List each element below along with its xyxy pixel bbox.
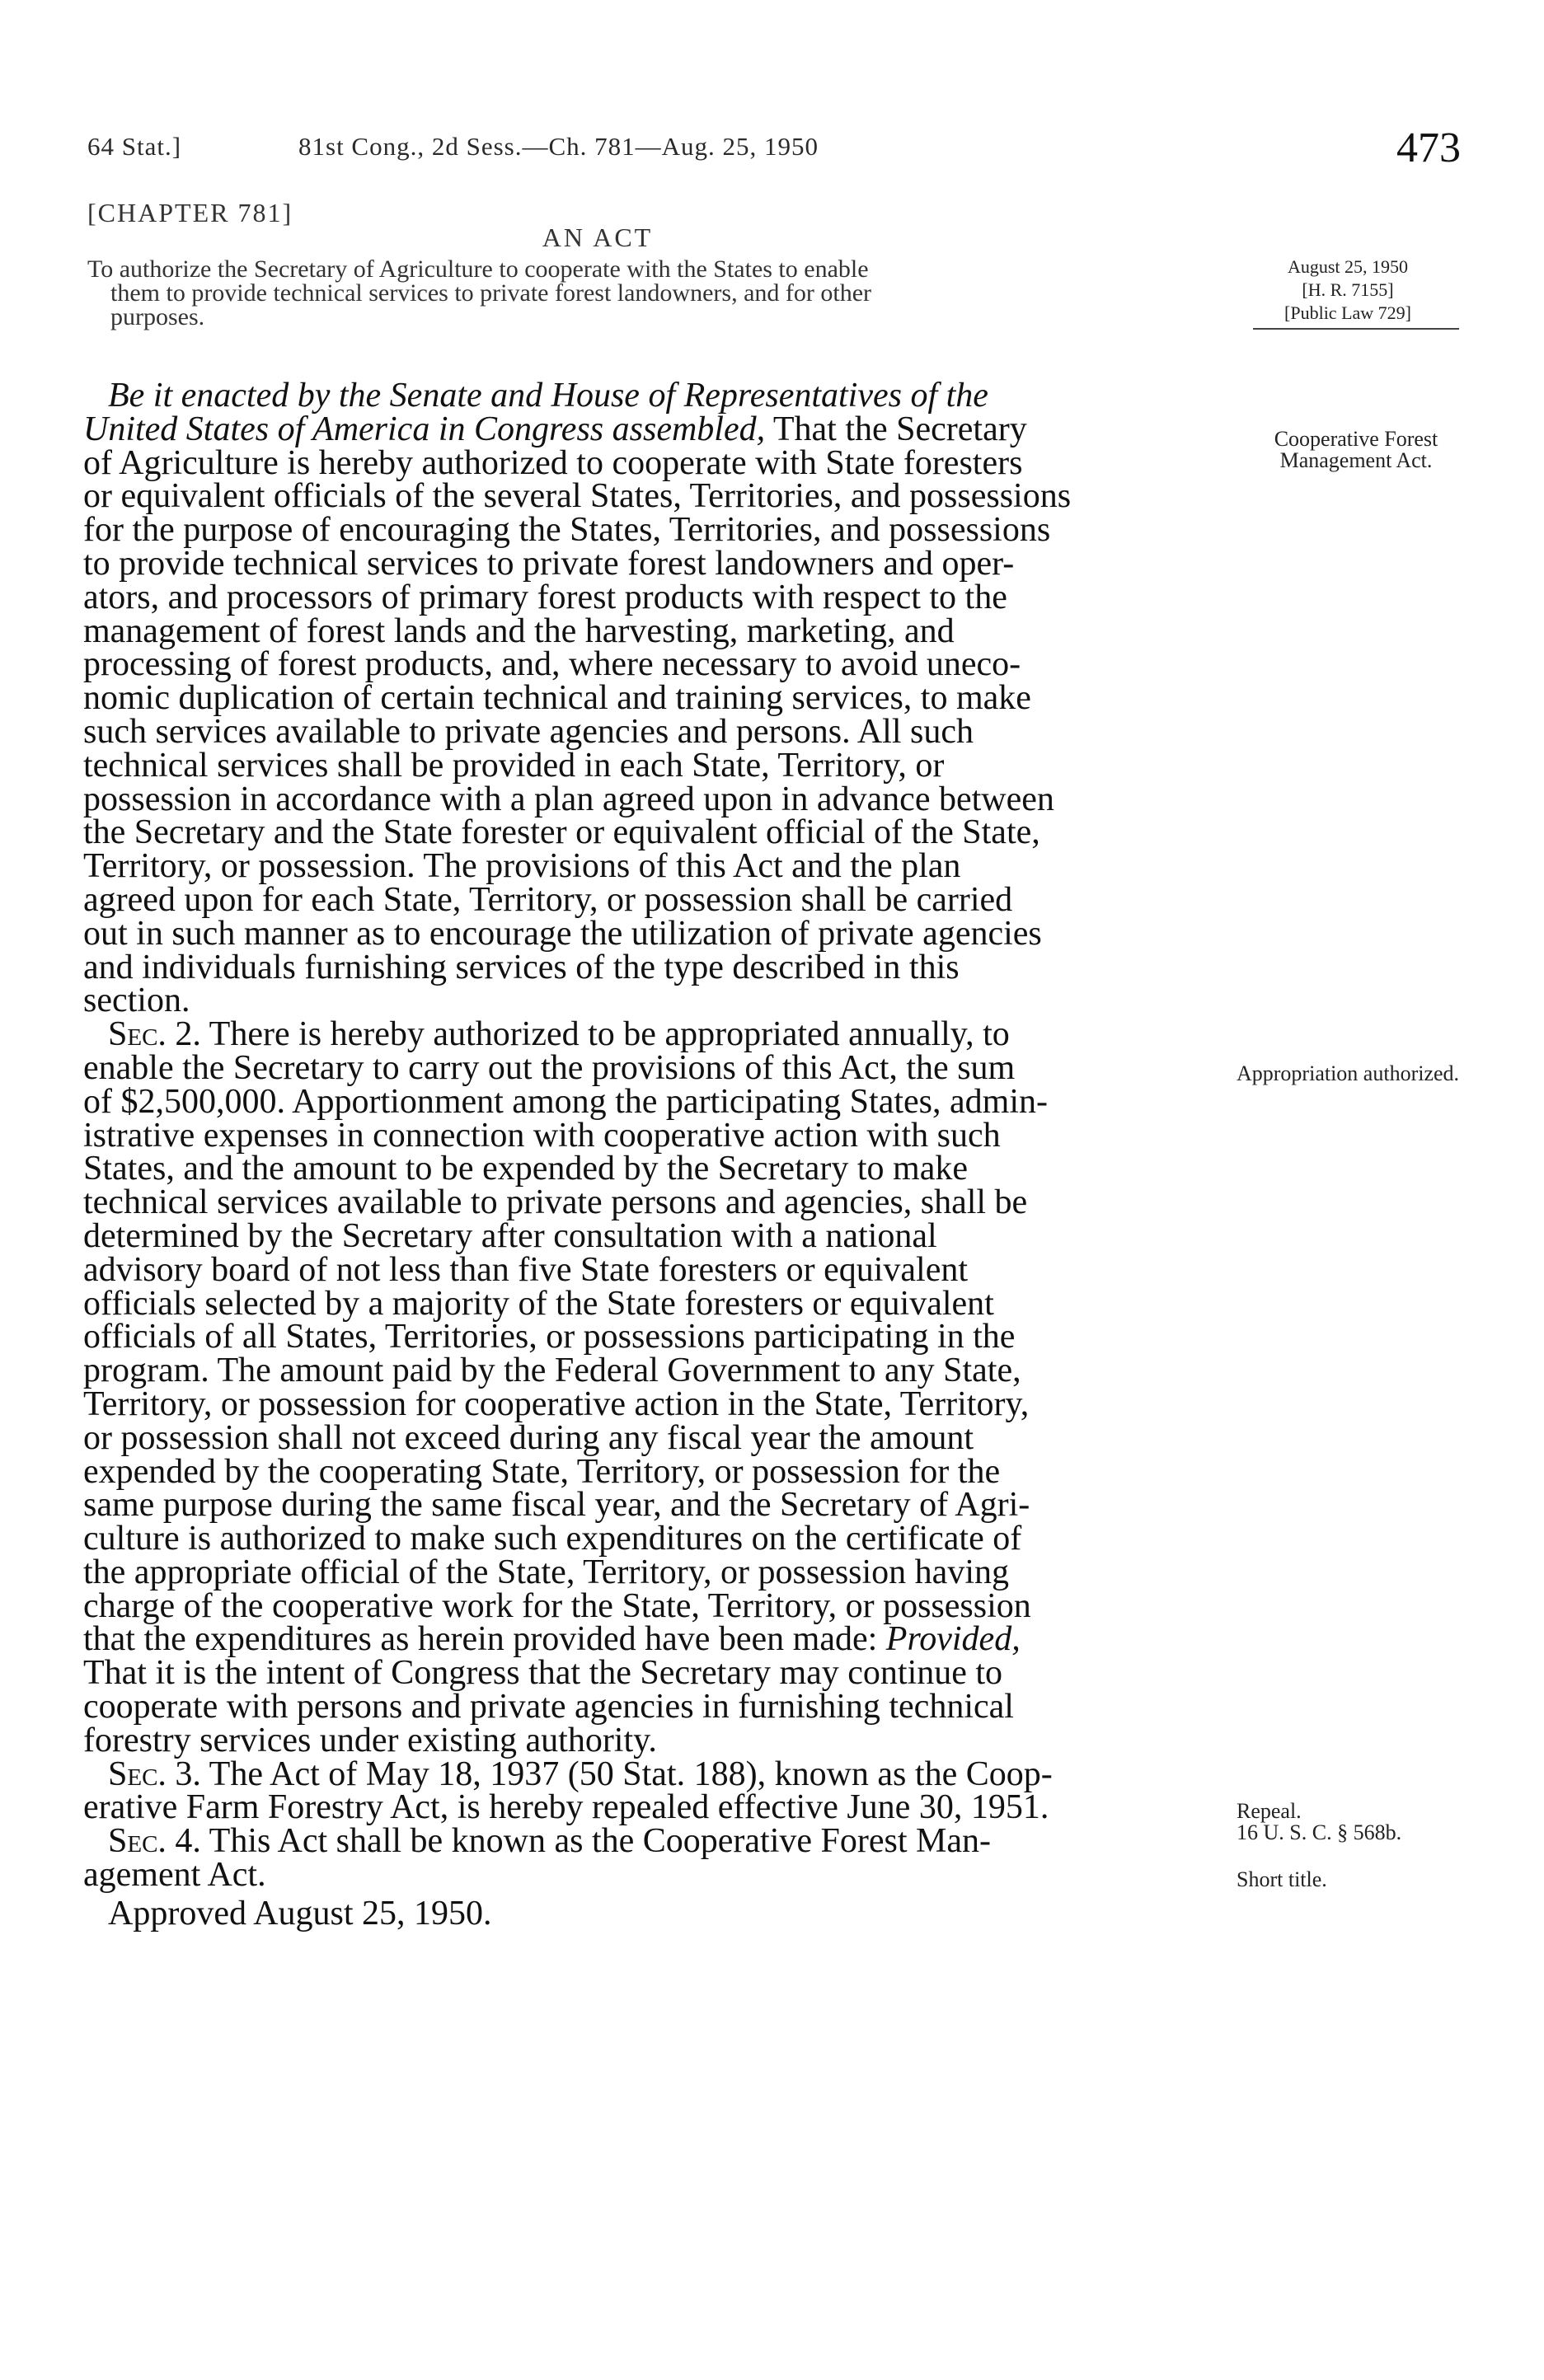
title-line: them to provide technical services to private forest landowners, and for other [110, 279, 872, 307]
section-1-line: such services available to private agencies and persons. All such [83, 712, 974, 751]
section-3-label: Sec. 3. [108, 1755, 201, 1793]
section-2-line: of $2,500,000. Apportionment among the participating States, admin- [83, 1082, 1048, 1121]
approval-line: Approved August 25, 1950. [108, 1894, 492, 1933]
title-line: purposes. [110, 303, 205, 330]
enacting-tail: That the Secretary [772, 410, 1027, 448]
section-2-line: expended by the cooperating State, Territory, or possession for the [83, 1452, 1001, 1491]
section-2-line: istrative expenses in connection with cooperative action with such [83, 1116, 1001, 1155]
section-2-proviso-line: That it is the intent of Congress that the Secretary may continue to [83, 1654, 1003, 1693]
bill-number: [H. R. 7155] [1302, 279, 1394, 300]
enacting-clause-line: Be it enacted by the Senate and House of Representatives of the [108, 377, 988, 415]
section-2-line: technical services available to private persons and agencies, shall be [83, 1183, 1028, 1222]
page-number: 473 [1396, 124, 1461, 171]
proviso-word: Provided, [885, 1620, 1021, 1659]
side-divider [1253, 328, 1459, 330]
stat-reference: 64 Stat.] [87, 132, 182, 161]
section-1-line: possession in accordance with a plan agreed upon in advance between [83, 780, 1054, 818]
enacting-clause-end: United States of America in Congress assembled, [83, 410, 766, 448]
public-law-number: [Public Law 729] [1284, 302, 1411, 323]
section-1-line: to provide technical services to private forest landowners and oper- [83, 544, 1015, 583]
section-2-line: officials of all States, Territories, or possessions participating in the [83, 1318, 1016, 1356]
section-2-proviso-line: cooperate with persons and private agencies in furnishing technical [83, 1688, 1014, 1726]
margin-note-appropriation: Appropriation authorized. [1237, 1061, 1460, 1085]
margin-note-cooperative: Cooperative Forest Management Act. [1274, 427, 1438, 472]
section-1-line: ators, and processors of primary forest products with respect to the [83, 578, 1007, 616]
margin-note-repeal [1237, 1801, 1476, 1844]
section-1-line: section. [83, 982, 190, 1020]
section-1-line: management of forest lands and the harvesting, marketing, and [83, 611, 955, 650]
side-reference [1245, 255, 1451, 325]
repeal-citation: 16 U. S. C. § 568b. [1237, 1820, 1402, 1844]
enacting-clause-line [83, 410, 1196, 448]
section-2-line: program. The amount paid by the Federal Government to any State, [83, 1352, 1021, 1390]
section-1-line: agreed upon for each State, Territory, or possession shall be carried [83, 880, 1013, 919]
section-3-first-line: The Act of May 18, 1937 (50 Stat. 188), known as the Coop- [209, 1755, 1053, 1793]
running-header: 81st Cong., 2d Sess.—Ch. 781—Aug. 25, 1950 [298, 132, 819, 161]
section-2-line: or possession shall not exceed during any fiscal year the amount [83, 1418, 974, 1457]
section-2-line: charge of the cooperative work for the State, Territory, or possession [83, 1586, 1031, 1625]
section-2-line: officials selected by a majority of the State foresters or equivalent [83, 1284, 994, 1323]
title-line: To authorize the Secretary of Agriculture to cooperate with the States to enable [87, 255, 869, 283]
section-2-line: States, and the amount to be expended by the Secretary to make [83, 1150, 968, 1188]
section-1-line: technical services shall be provided in each State, Territory, or [83, 746, 945, 785]
section-1-line: of Agriculture is hereby authorized to cooperate with State foresters [83, 443, 1023, 482]
act-heading: AN ACT [542, 223, 654, 252]
section-1-line: the Secretary and the State forester or equivalent official of the State, [83, 813, 1040, 852]
enactment-date: August 25, 1950 [1287, 256, 1409, 277]
section-3-line [83, 1755, 1196, 1793]
proviso-lead: that the expenditures as herein provided have been made: [83, 1620, 878, 1659]
section-4-label: Sec. 4. [108, 1822, 201, 1861]
section-3-line: erative Farm Forestry Act, is hereby repealed effective June 30, 1951. [83, 1788, 1049, 1827]
section-4-line: agement Act. [83, 1856, 266, 1895]
chapter-label: [CHAPTER 781] [87, 198, 293, 227]
section-4-line [83, 1822, 1196, 1861]
section-2-line: advisory board of not less than five State foresters or equivalent [83, 1250, 969, 1289]
section-2-line: culture is authorized to make such expenditures on the certificate of [83, 1520, 1022, 1558]
section-2-line: Territory, or possession for cooperative action in the State, Territory, [83, 1384, 1030, 1423]
section-2-heading-line [83, 1015, 1196, 1054]
section-4-first-line: This Act shall be known as the Cooperative Forest Man- [209, 1822, 991, 1861]
section-2-line: enable the Secretary to carry out the provisions of this Act, the sum [83, 1048, 1016, 1087]
section-2-line: determined by the Secretary after consultation with a national [83, 1216, 937, 1255]
act-title [87, 257, 1200, 329]
section-2-first-line: There is hereby authorized to be appropriated annually, to [209, 1015, 1010, 1054]
section-2-label: Sec. 2. [108, 1015, 201, 1054]
act-body [83, 379, 1196, 1931]
section-1-line: processing of forest products, and, where necessary to avoid uneco- [83, 645, 1021, 684]
section-1-line: out in such manner as to encourage the utilization of private agencies [83, 914, 1042, 953]
section-1-line: for the purpose of encouraging the States, Territories, and possessions [83, 511, 1051, 550]
section-2-line: same purpose during the same fiscal year, and the Secretary of Agri- [83, 1486, 1030, 1525]
section-2-proviso-line [83, 1620, 1196, 1659]
section-1-line: or equivalent officials of the several States, Territories, and possessions [83, 477, 1072, 516]
section-2-line: the appropriate official of the State, Territory, or possession having [83, 1553, 1009, 1591]
section-1-line: and individuals furnishing services of the type described in this [83, 948, 960, 986]
section-2-proviso-line: forestry services under existing authority. [83, 1721, 657, 1759]
section-1-line: nomic duplication of certain technical and training services, to make [83, 679, 1031, 718]
section-1-line: Territory, or possession. The provisions of this Act and the plan [83, 847, 961, 886]
margin-note-short-title: Short title. [1237, 1867, 1327, 1891]
repeal-label: Repeal. [1237, 1799, 1302, 1823]
